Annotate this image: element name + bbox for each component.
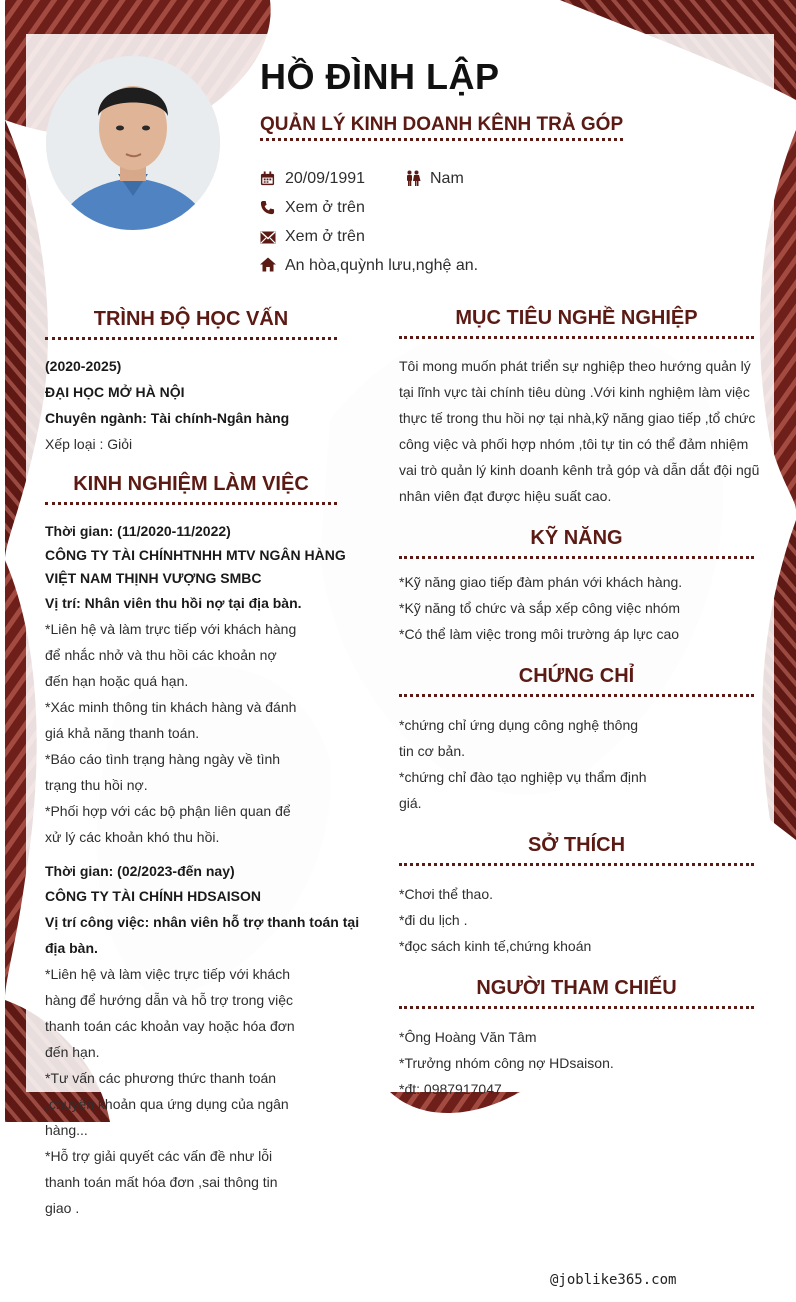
job-time: Thời gian: (02/2023-đến nay): [45, 863, 235, 879]
job-company-line: CÔNG TY TÀI CHÍNHTNHH MTV NGÂN HÀNG: [45, 547, 346, 563]
skill-item: *Có thể làm việc trong môi trường áp lực cao: [399, 626, 680, 642]
job-desc-line: *Tư vấn các phương thức thanh toán: [45, 1070, 277, 1086]
certificate-line: *chứng chỉ ứng dụng công nghệ thông: [399, 717, 639, 733]
objective-section: [399, 353, 760, 509]
footer-watermark: @joblike365.com: [550, 1272, 677, 1288]
hobby-item: *Chơi thể thao.: [399, 886, 494, 902]
objective-line: vai trò quản lý kinh doanh kênh trả góp và dẫn dắt đội ngũ: [399, 462, 760, 478]
education-school: ĐẠI HỌC MỞ HÀ NỘI: [45, 384, 185, 400]
job-position: địa bàn.: [45, 940, 98, 956]
job-desc-line: giao .: [45, 1200, 80, 1216]
objective-line: nhân viên đạt được hiệu suất cao.: [399, 488, 612, 504]
skill-item: *Kỹ năng tổ chức và sắp xếp công việc nhóm: [399, 600, 680, 616]
envelope-icon: [260, 231, 276, 244]
references-heading: NGƯỜI THAM CHIẾU: [399, 977, 754, 1009]
job-desc-line: ,chuyển khoản qua ứng dụng của ngân: [45, 1096, 289, 1112]
references-section: [399, 1024, 755, 1102]
phone-value: Xem ở trên: [285, 199, 365, 216]
education-section: [45, 353, 345, 457]
hobby-item: *đọc sách kinh tế,chứng khoán: [399, 938, 592, 954]
job-title: QUẢN LÝ KINH DOANH KÊNH TRẢ GÓP: [260, 114, 623, 141]
job-desc-line: *Phối hợp với các bộ phận liên quan để: [45, 803, 291, 819]
objective-line: Tôi mong muốn phát triển sự nghiệp theo hướng quản lý: [399, 358, 751, 374]
gender-row: [405, 169, 485, 189]
job-desc-line: trạng thu hồi nợ.: [45, 777, 148, 793]
address-row: [260, 256, 520, 276]
job-entry: [45, 860, 360, 1221]
objective-line: tại lĩnh vực tài chính tiêu dùng .Với kinh nghiệm làm việc: [399, 384, 750, 400]
job-desc-line: đến hạn.: [45, 1044, 100, 1060]
certificate-line: tin cơ bản.: [399, 743, 465, 759]
job-entry: [45, 518, 355, 850]
gender-value: Nam: [430, 170, 464, 187]
job-desc-line: để nhắc nhở và thu hồi các khoản nợ: [45, 647, 277, 663]
hobbies-heading: SỞ THÍCH: [399, 834, 754, 866]
certificates-heading: CHỨNG CHỈ: [399, 665, 754, 697]
job-desc-line: đến hạn hoặc quá hạn.: [45, 673, 189, 689]
job-desc-line: xử lý các khoản khó thu hồi.: [45, 829, 220, 845]
skills-section: [399, 569, 755, 647]
objective-line: công việc và phối hợp nhóm ,tôi tự tin có thể đảm nhiệm: [399, 436, 749, 452]
objective-line: thực tế trong thu hồi nợ tại nhà,kỹ năng giao tiếp ,tổ chức: [399, 410, 756, 426]
reference-line: *đt: 0987917047: [399, 1081, 502, 1097]
job-desc-line: *Liên hệ và làm trực tiếp với khách hàng: [45, 621, 297, 637]
skills-heading: KỸ NĂNG: [399, 527, 754, 559]
portrait-image: [46, 56, 220, 230]
certificates-section: [399, 712, 755, 816]
job-desc-line: thanh toán các khoản vay hoặc hóa đơn: [45, 1018, 295, 1034]
couple-icon: [405, 170, 421, 186]
job-desc-line: thanh toán mất hóa đơn ,sai thông tin: [45, 1174, 278, 1190]
email-row: [260, 227, 390, 247]
address-value: An hòa,quỳnh lưu,nghệ an.: [285, 257, 479, 274]
job-desc-line: hàng...: [45, 1122, 88, 1138]
education-grade: Xếp loại : Giỏi: [45, 436, 133, 452]
reference-line: *Trưởng nhóm công nợ HDsaison.: [399, 1055, 614, 1071]
job-desc-line: *Liên hệ và làm việc trực tiếp với khách: [45, 966, 290, 982]
job-desc-line: *Báo cáo tình trạng hàng ngày về tình: [45, 751, 281, 767]
objective-heading: MỤC TIÊU NGHỀ NGHIỆP: [399, 307, 754, 339]
certificate-line: *chứng chỉ đào tạo nghiệp vụ thẩm định: [399, 769, 647, 785]
home-icon: [260, 257, 276, 272]
education-period: (2020-2025): [45, 358, 122, 374]
phone-icon: [260, 200, 275, 215]
skill-item: *Kỹ năng giao tiếp đàm phán với khách hàng.: [399, 574, 683, 590]
candidate-name: HỒ ĐÌNH LẬP: [260, 56, 500, 97]
birthdate-row: [260, 169, 390, 189]
job-time: Thời gian: (11/2020-11/2022): [45, 523, 231, 539]
calendar-icon: [260, 171, 275, 186]
education-major: Chuyên ngành: Tài chính-Ngân hàng: [45, 410, 290, 426]
phone-row: [260, 198, 390, 218]
email-value: Xem ở trên: [285, 228, 365, 245]
experience-heading: KINH NGHIỆM LÀM VIỆC: [45, 473, 337, 505]
job-desc-line: hàng để hướng dẫn và hỗ trợ trong việc: [45, 992, 294, 1008]
hobby-item: *đi du lịch .: [399, 912, 468, 928]
job-desc-line: giá khả năng thanh toán.: [45, 725, 200, 741]
job-desc-line: *Hỗ trợ giải quyết các vấn đề như lỗi: [45, 1148, 273, 1164]
reference-line: *Ông Hoàng Văn Tâm: [399, 1029, 537, 1045]
job-position: Vị trí công việc: nhân viên hỗ trợ thanh toán tại: [45, 914, 360, 930]
avatar: [46, 56, 220, 230]
job-company-line: CÔNG TY TÀI CHÍNH HDSAISON: [45, 888, 261, 904]
birthdate-value: 20/09/1991: [285, 170, 366, 187]
certificate-line: giá.: [399, 795, 422, 811]
job-company-line: VIỆT NAM THỊNH VƯỢNG SMBC: [45, 570, 262, 586]
hobbies-section: [399, 881, 755, 959]
experience-section: [45, 518, 360, 1221]
job-position: Vị trí: Nhân viên thu hồi nợ tại địa bàn.: [45, 595, 302, 611]
job-desc-line: *Xác minh thông tin khách hàng và đánh: [45, 699, 297, 715]
education-heading: TRÌNH ĐỘ HỌC VẤN: [45, 308, 337, 340]
